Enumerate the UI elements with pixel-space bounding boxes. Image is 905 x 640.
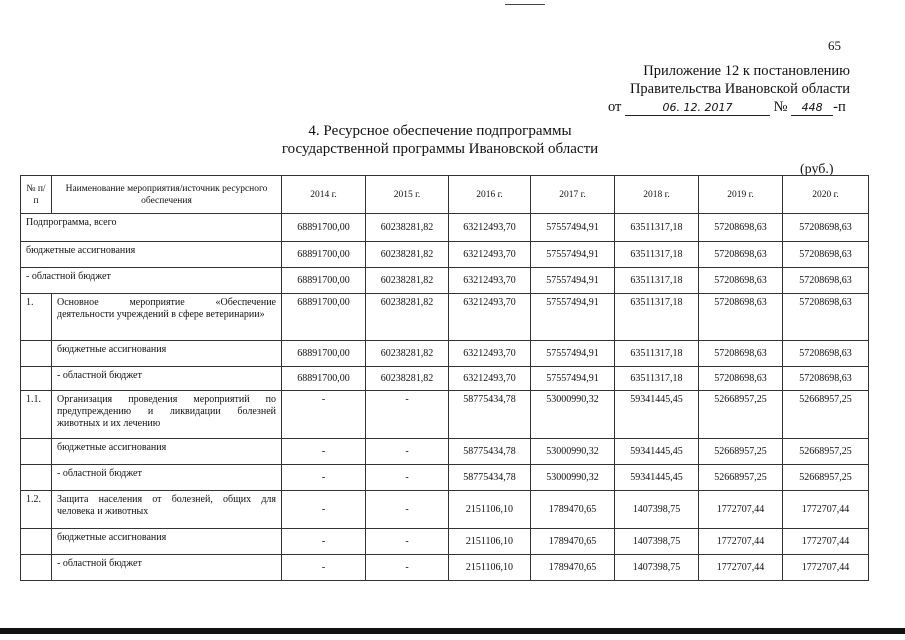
cell-2017: 57557494,91 <box>531 242 615 268</box>
date-prefix: от <box>608 99 622 115</box>
cell-2019: 57208698,63 <box>699 214 783 242</box>
cell-2020: 1772707,44 <box>783 555 869 581</box>
cell-2020: 52668957,25 <box>783 391 869 439</box>
header-num: № п/п <box>21 176 52 214</box>
cell-2016: 63212493,70 <box>449 367 531 391</box>
table-row <box>21 367 869 391</box>
cell-2020: 57208698,63 <box>783 268 869 294</box>
row-label: Защита населения от болезней, общих для человека и животных <box>52 491 282 529</box>
cell-2018: 63511317,18 <box>615 294 699 341</box>
table-row <box>21 465 869 491</box>
cell-2017: 57557494,91 <box>531 268 615 294</box>
row-label: - областной бюджет <box>52 465 282 491</box>
number-suffix: -п <box>833 99 846 115</box>
cell-2014: - <box>282 529 366 555</box>
cell-2017: 53000990,32 <box>531 391 615 439</box>
cell-2015: 60238281,82 <box>366 294 449 341</box>
cell-2017: 57557494,91 <box>531 294 615 341</box>
table-row <box>21 391 869 439</box>
row-label: бюджетные ассигнования <box>52 341 282 367</box>
cell-2019: 57208698,63 <box>699 294 783 341</box>
cell-2020: 1772707,44 <box>783 529 869 555</box>
cell-2015: 60238281,82 <box>366 341 449 367</box>
cell-2016: 2151106,10 <box>449 555 531 581</box>
cell-2017: 1789470,65 <box>531 491 615 529</box>
cell-2019: 57208698,63 <box>699 242 783 268</box>
cell-2020: 57208698,63 <box>783 294 869 341</box>
cell-2015: - <box>366 529 449 555</box>
cell-2015: 60238281,82 <box>366 367 449 391</box>
cell-2015: - <box>366 391 449 439</box>
header-2017: 2017 г. <box>531 176 615 214</box>
header-name: Наименование мероприятия/источник ресурсного обеспечения <box>52 176 282 214</box>
cell-2017: 57557494,91 <box>531 214 615 242</box>
cell-2019: 57208698,63 <box>699 268 783 294</box>
row-label: бюджетные ассигнования <box>52 529 282 555</box>
row-label: Организация проведения мероприятий по предупреждению и ликвидации болезней животных и их лечению <box>52 391 282 439</box>
row-label: Основное мероприятие «Обеспечение деятельности учреждений в сфере ветеринарии» <box>52 294 282 341</box>
cell-2018: 1407398,75 <box>615 529 699 555</box>
cell-2017: 53000990,32 <box>531 465 615 491</box>
cell-2019: 52668957,25 <box>699 465 783 491</box>
row-number: 1.1. <box>21 391 52 439</box>
cell-2017: 1789470,65 <box>531 555 615 581</box>
cell-2017: 57557494,91 <box>531 367 615 391</box>
cell-2015: - <box>366 491 449 529</box>
cell-2020: 57208698,63 <box>783 214 869 242</box>
cell-2016: 63212493,70 <box>449 294 531 341</box>
header-2014: 2014 г. <box>282 176 366 214</box>
cell-2020: 57208698,63 <box>783 341 869 367</box>
cell-2014: 68891700,00 <box>282 341 366 367</box>
cell-2019: 52668957,25 <box>699 439 783 465</box>
row-number: 1. <box>21 294 52 341</box>
table-row <box>21 294 869 341</box>
handwritten-date: 06. 12. 2017 <box>625 101 770 116</box>
cell-2019: 1772707,44 <box>699 491 783 529</box>
table-row <box>21 529 869 555</box>
handwritten-number: 448 <box>791 101 833 116</box>
cell-2018: 63511317,18 <box>615 268 699 294</box>
appendix-line-2: Правительства Ивановской области <box>629 81 850 97</box>
cell-2014: 68891700,00 <box>282 242 366 268</box>
row-number-empty <box>21 465 52 491</box>
row-number-empty <box>21 341 52 367</box>
row-number-empty <box>21 367 52 391</box>
cell-2018: 1407398,75 <box>615 491 699 529</box>
cell-2015: 60238281,82 <box>366 242 449 268</box>
cell-2016: 2151106,10 <box>449 491 531 529</box>
cell-2019: 1772707,44 <box>699 529 783 555</box>
header-2020: 2020 г. <box>783 176 869 214</box>
header-2019: 2019 г. <box>699 176 783 214</box>
cell-2015: - <box>366 555 449 581</box>
cell-2016: 58775434,78 <box>449 391 531 439</box>
table-row <box>21 242 869 268</box>
cell-2018: 63511317,18 <box>615 341 699 367</box>
cell-2014: - <box>282 555 366 581</box>
row-number: 1.2. <box>21 491 52 529</box>
table-header-row <box>21 176 869 214</box>
cell-2015: 60238281,82 <box>366 214 449 242</box>
section-title <box>230 122 650 158</box>
table-row <box>21 439 869 465</box>
cell-2018: 1407398,75 <box>615 555 699 581</box>
table-row <box>21 555 869 581</box>
row-label: бюджетные ассигнования <box>21 242 282 268</box>
cell-2014: - <box>282 491 366 529</box>
cell-2014: - <box>282 465 366 491</box>
appendix-date-line <box>608 98 850 116</box>
title-line-2: государственной программы Ивановской области <box>281 141 599 157</box>
cell-2018: 59341445,45 <box>615 465 699 491</box>
row-label: - областной бюджет <box>52 367 282 391</box>
cell-2017: 53000990,32 <box>531 439 615 465</box>
cell-2018: 59341445,45 <box>615 391 699 439</box>
cell-2016: 63212493,70 <box>449 268 531 294</box>
title-line-1: 4. Ресурсное обеспечение подпрограммы <box>308 123 572 139</box>
appendix-header <box>600 62 850 116</box>
cell-2014: - <box>282 439 366 465</box>
cell-2014: 68891700,00 <box>282 367 366 391</box>
cell-2014: 68891700,00 <box>282 268 366 294</box>
cell-2020: 52668957,25 <box>783 439 869 465</box>
row-label: - областной бюджет <box>52 555 282 581</box>
appendix-line-1: Приложение 12 к постановлению <box>643 63 850 79</box>
table-row <box>21 491 869 529</box>
table-row <box>21 341 869 367</box>
cell-2014: 68891700,00 <box>282 294 366 341</box>
cell-2015: - <box>366 465 449 491</box>
cell-2018: 63511317,18 <box>615 214 699 242</box>
cell-2017: 1789470,65 <box>531 529 615 555</box>
cell-2014: 68891700,00 <box>282 214 366 242</box>
header-2016: 2016 г. <box>449 176 531 214</box>
row-number-empty <box>21 555 52 581</box>
row-number-empty <box>21 439 52 465</box>
resource-table <box>20 175 869 581</box>
cell-2016: 63212493,70 <box>449 242 531 268</box>
cell-2019: 57208698,63 <box>699 367 783 391</box>
row-label: бюджетные ассигнования <box>52 439 282 465</box>
cell-2016: 58775434,78 <box>449 465 531 491</box>
table-row <box>21 268 869 294</box>
row-label: - областной бюджет <box>21 268 282 294</box>
header-2018: 2018 г. <box>615 176 699 214</box>
page-number: 65 <box>828 38 841 53</box>
top-rule <box>505 4 545 5</box>
cell-2018: 63511317,18 <box>615 367 699 391</box>
scan-edge-bar <box>0 628 905 634</box>
number-prefix: № <box>773 99 788 115</box>
cell-2016: 63212493,70 <box>449 214 531 242</box>
cell-2020: 1772707,44 <box>783 491 869 529</box>
cell-2015: 60238281,82 <box>366 268 449 294</box>
cell-2017: 57557494,91 <box>531 341 615 367</box>
cell-2019: 52668957,25 <box>699 391 783 439</box>
cell-2015: - <box>366 439 449 465</box>
cell-2019: 1772707,44 <box>699 555 783 581</box>
cell-2019: 57208698,63 <box>699 341 783 367</box>
cell-2020: 57208698,63 <box>783 242 869 268</box>
header-2015: 2015 г. <box>366 176 449 214</box>
table-row <box>21 214 869 242</box>
row-number-empty <box>21 529 52 555</box>
cell-2020: 52668957,25 <box>783 465 869 491</box>
row-label: Подпрограмма, всего <box>21 214 282 242</box>
cell-2014: - <box>282 391 366 439</box>
cell-2018: 59341445,45 <box>615 439 699 465</box>
cell-2020: 57208698,63 <box>783 367 869 391</box>
cell-2018: 63511317,18 <box>615 242 699 268</box>
cell-2016: 63212493,70 <box>449 341 531 367</box>
cell-2016: 2151106,10 <box>449 529 531 555</box>
cell-2016: 58775434,78 <box>449 439 531 465</box>
currency-unit: (руб.) <box>800 162 834 177</box>
